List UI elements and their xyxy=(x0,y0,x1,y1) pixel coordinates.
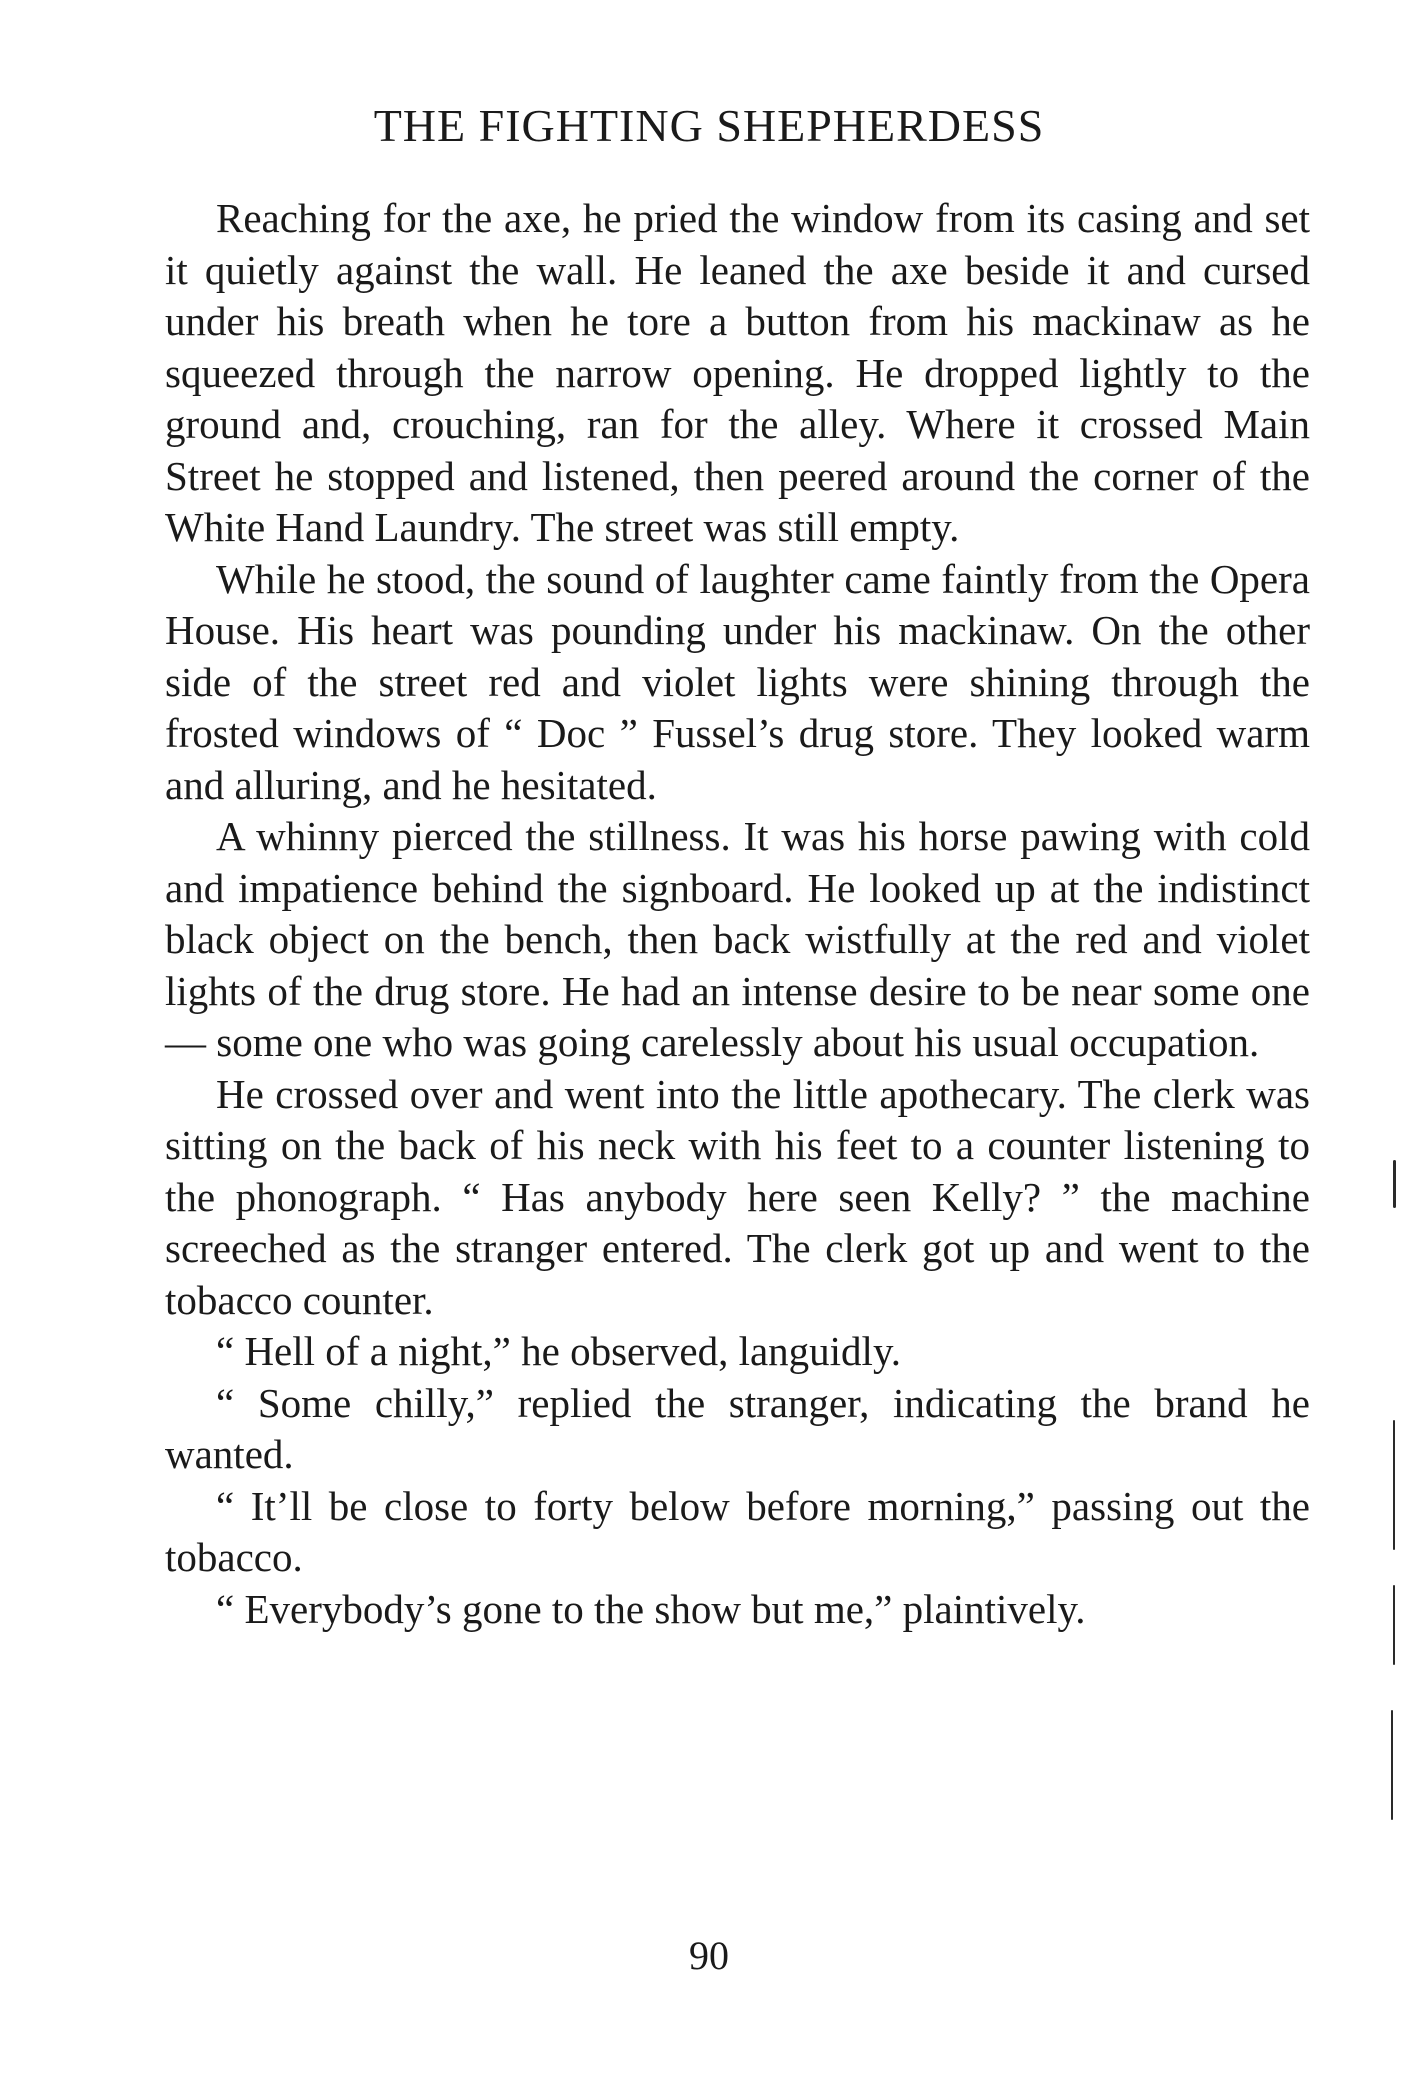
paragraph: “ It’ll be close to forty below before morning,” passing out the tobacco. xyxy=(165,1482,1310,1580)
paragraph: He crossed over and went into the little apothecary. The clerk was sitting on the back of his neck with his feet to a counter listening to the phonograph. “ Has anybody here seen Kelly? ” the machine screeched as the stranger entered. The clerk got up and went to the tobacco counter. xyxy=(165,1070,1310,1323)
scan-edge-mark xyxy=(1393,1160,1396,1208)
scan-edge-mark xyxy=(1391,1710,1393,1820)
running-head: THE FIGHTING SHEPHERDESS xyxy=(373,100,1045,151)
paragraph: “ Everybody’s gone to the show but me,” plaintively. xyxy=(216,1585,1086,1632)
paragraph: While he stood, the sound of laughter came faintly from the Opera House. His heart was pounding under his mackinaw. On the other side of the street red and violet lights were shining through the frosted windows of “ Doc ” Fussel’s drug store. They looked warm and alluring, and he hesitated. xyxy=(165,555,1310,808)
body-text xyxy=(165,193,1310,1635)
paragraph: “ Hell of a night,” he observed, languidly. xyxy=(216,1328,902,1374)
paragraph: A whinny pierced the stillness. It was his horse pawing with cold and impatience behind the signboard. He looked up at the indistinct black object on the bench, then back wistfully at the red and violet lights of the drug store. He had an intense desire to be near some one — some one who was going carelessly about his usual occupation. xyxy=(165,813,1310,1065)
scan-edge-mark xyxy=(1393,1585,1395,1665)
paragraph: Reaching for the axe, he pried the window from its casing and set it quietly against the wall. He leaned the axe beside it and cursed under his breath when he tore a button from his mackinaw as he squeezed through the narrow opening. He dropped lightly to the ground and, crouching, ran for the alley. Where it crossed Main Street he stopped and listened, then peered around the corner of the White Hand Laundry. The street was still empty. xyxy=(165,195,1310,550)
paragraph: “ Some chilly,” replied the stranger, indicating the brand he wanted. xyxy=(165,1379,1310,1477)
page-number: 90 xyxy=(689,1933,729,1978)
scan-edge-mark xyxy=(1393,1420,1395,1550)
